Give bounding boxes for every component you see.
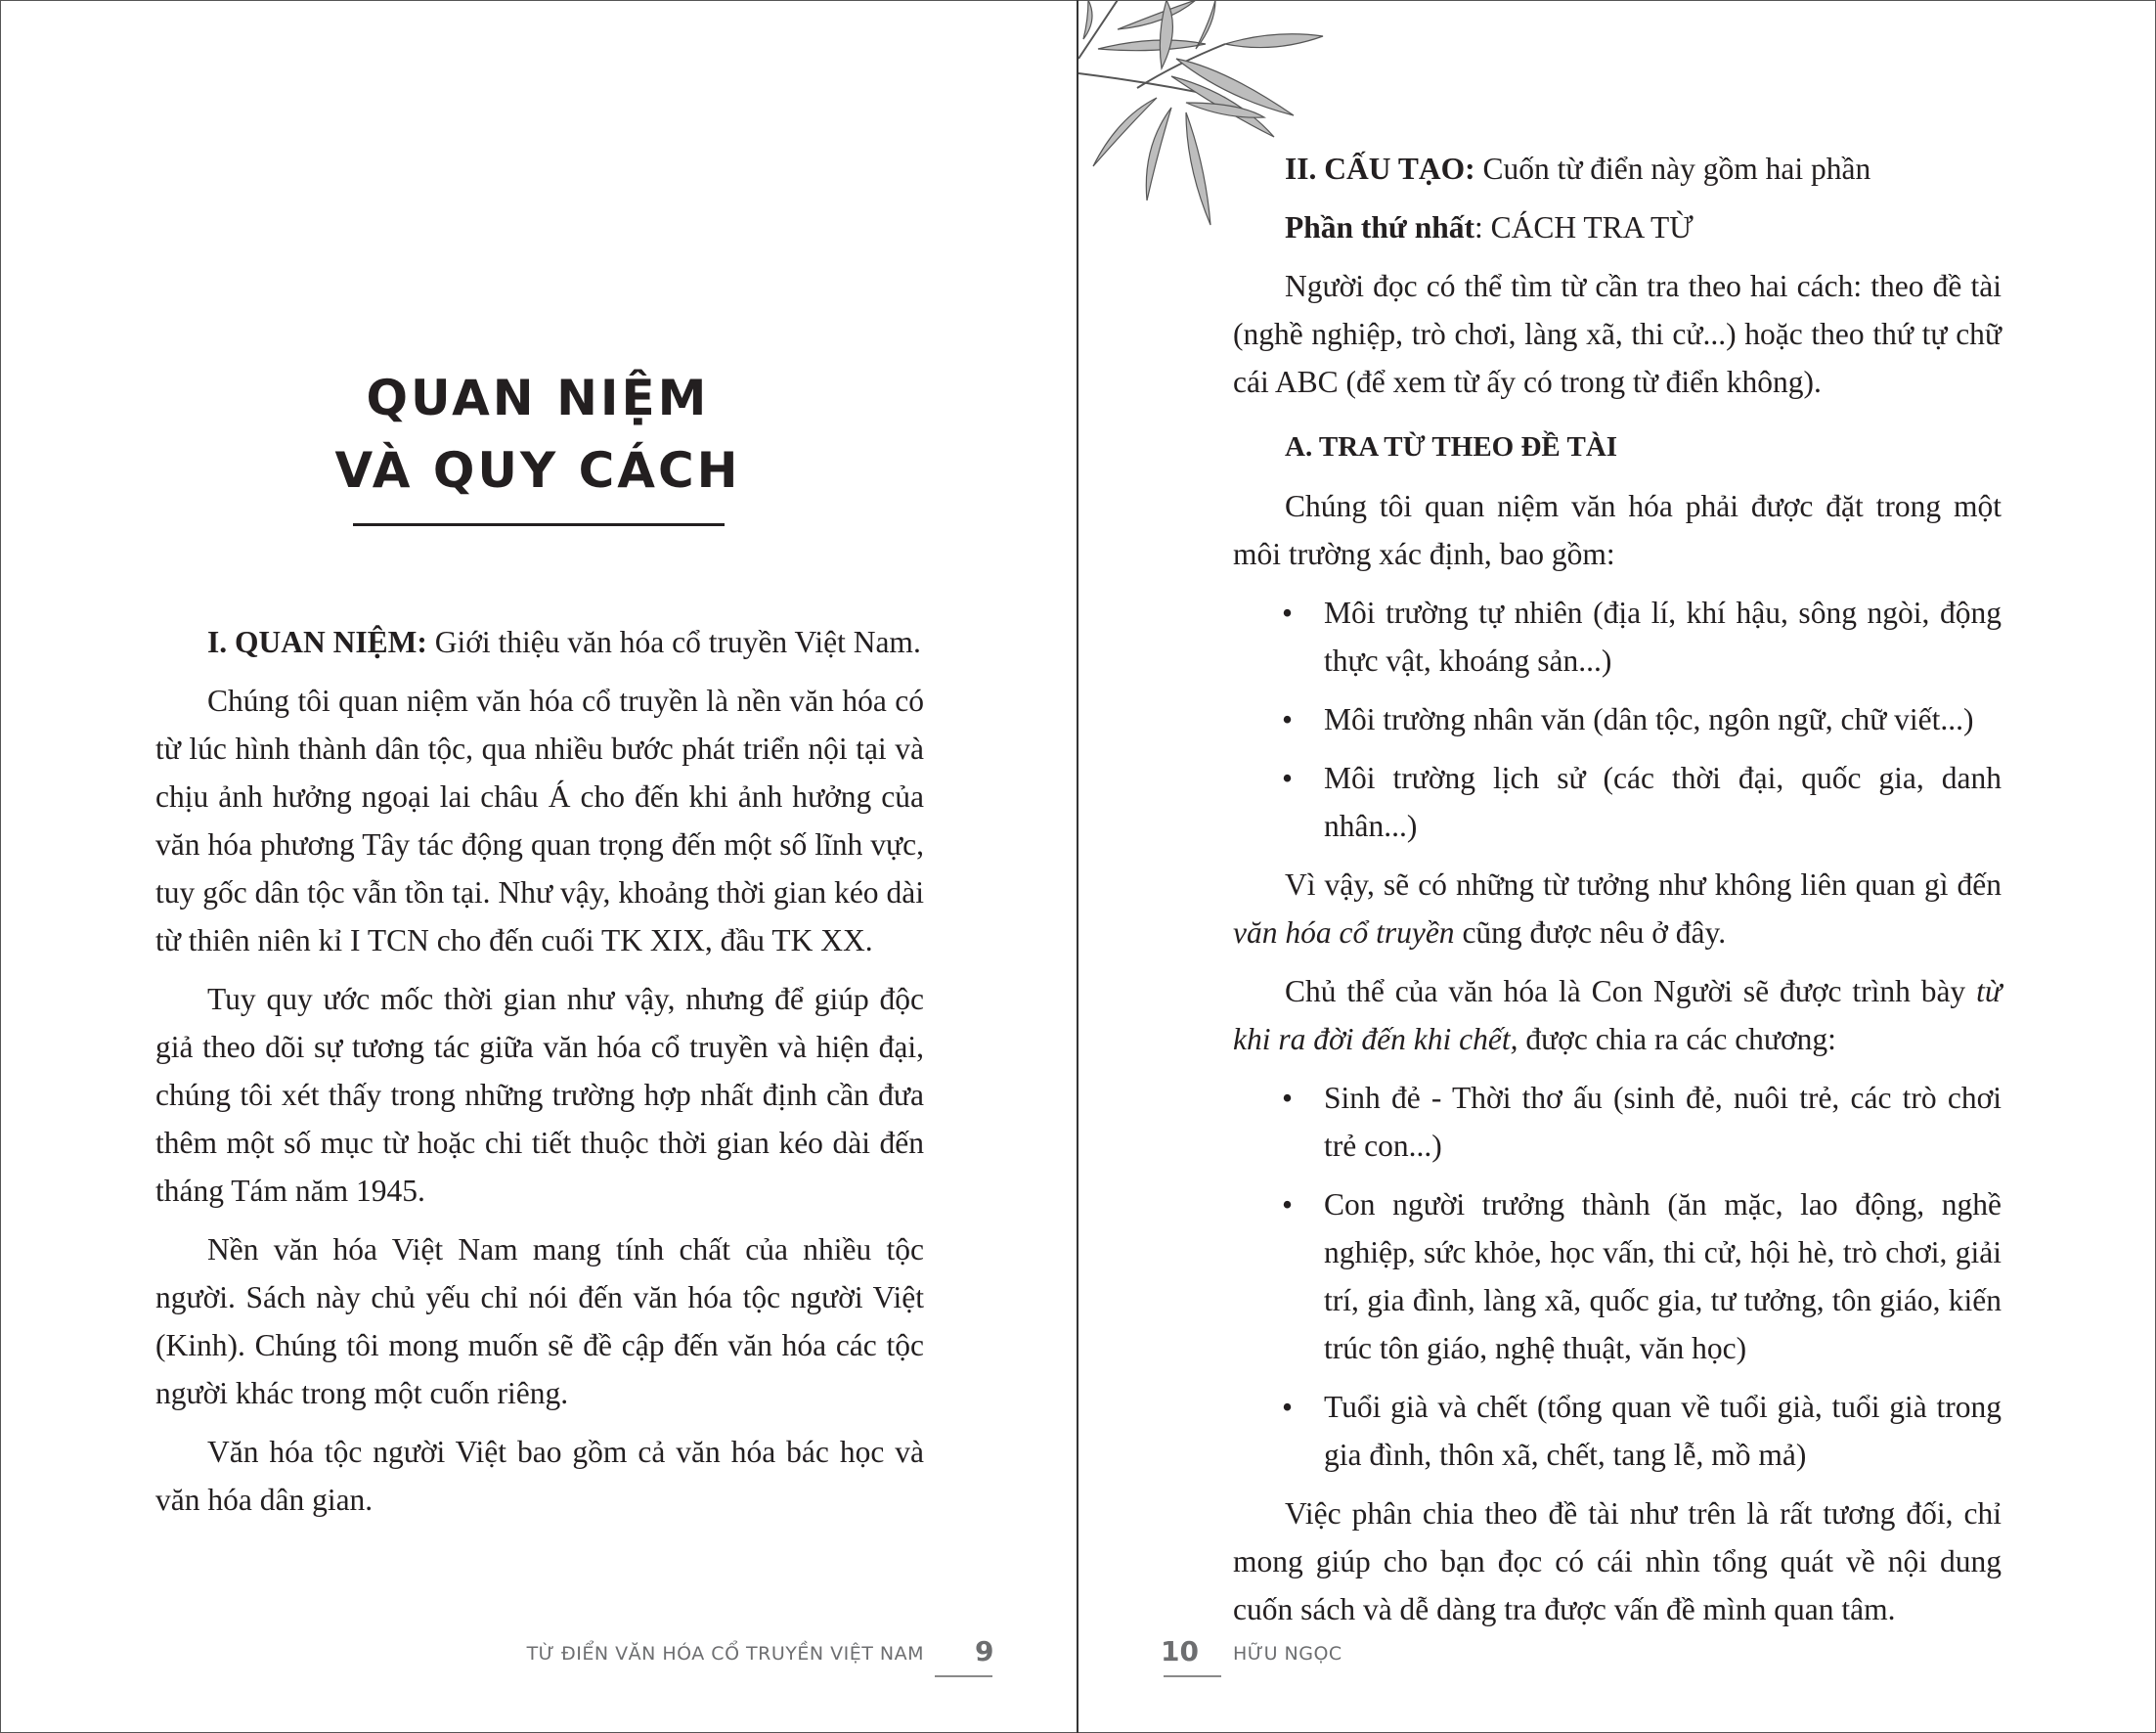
left-body-text (155, 618, 924, 1534)
paragraph (1233, 861, 2002, 956)
list-item-text: Môi trường nhân văn (dân tộc, ngôn ngữ, chữ viết...) (1324, 702, 1974, 736)
page-number-rule (1164, 1675, 1221, 1677)
bullet-icon: • (1282, 761, 1294, 795)
paragraph: Nền văn hóa Việt Nam mang tính chất của nhiều tộc người. Sách này chủ yếu chỉ nói đến văn hóa tộc người Việt (Kinh). Chúng tôi mong muốn sẽ đề cập đến văn hóa các tộc người khác trong một cuốn riêng. (155, 1232, 924, 1410)
bullet-icon: • (1282, 1390, 1294, 1424)
list-item-text: Môi trường tự nhiên (địa lí, khí hậu, sông ngòi, động thực vật, khoáng sản...) (1324, 596, 2002, 678)
list-item-text: Sinh đẻ - Thời thơ ấu (sinh đẻ, nuôi trẻ, các trò chơi trẻ con...) (1324, 1081, 2002, 1163)
bullet-icon: • (1282, 1187, 1294, 1222)
list-item-text: Con người trưởng thành (ăn mặc, lao động, nghề nghiệp, sức khỏe, học vấn, thi cử, hội hè, trò chơi, giải trí, gia đình, làng xã, quốc gia, tư tưởng, tôn giáo, kiến trúc tôn giáo, nghệ thuật, văn học) (1324, 1187, 2002, 1365)
environment-list (1233, 589, 2002, 850)
part-label: Phần thứ nhất (1285, 210, 1474, 244)
page-number-right: 10 (1161, 1635, 1199, 1667)
right-body-text (1233, 145, 2002, 1644)
chapter-title-line2: VÀ QUY CÁCH (334, 442, 741, 499)
text: Chủ thể của văn hóa là Con Người sẽ được trình bày (1285, 974, 1977, 1008)
paragraph: Tuy quy ước mốc thời gian như vậy, nhưng để giúp độc giả theo dõi sự tương tác giữa văn hóa cổ truyền và hiện đại, chúng tôi xét thấy trong những trường hợp nhất định cần đưa thêm một số mục từ hoặc chi tiết thuộc thời gian kéo dài đến tháng Tám năm 1945. (155, 982, 924, 1208)
subheading: A. TRA TỪ THEO ĐỀ TÀI (1285, 431, 1618, 463)
paragraph (1233, 967, 2002, 1063)
chapter-title (293, 362, 782, 507)
list-item (1233, 1074, 2002, 1170)
section-heading-text: Cuốn từ điển này gồm hai phần (1474, 152, 1871, 186)
italic-text: văn hóa cổ truyền (1233, 915, 1455, 950)
paragraph: Văn hóa tộc người Việt bao gồm cả văn hóa bác học và văn hóa dân gian. (155, 1435, 924, 1517)
bullet-icon: • (1282, 596, 1294, 630)
list-item-text: Tuổi già và chết (tổng quan về tuổi già, tuổi già trong gia đình, thôn xã, chết, tang lễ, mồ mả) (1324, 1390, 2002, 1472)
list-item (1233, 695, 2002, 743)
list-item-text: Môi trường lịch sử (các thời đại, quốc gia, danh nhân...) (1324, 761, 2002, 843)
chapter-list (1233, 1074, 2002, 1479)
section-heading (155, 618, 924, 666)
section-heading-label: II. CẤU TẠO: (1285, 152, 1475, 186)
book-spine-divider (1077, 0, 1078, 1733)
list-item (1233, 589, 2002, 685)
section-heading-label: I. QUAN NIỆM: (207, 625, 427, 659)
paragraph: Việc phân chia theo đề tài như trên là rất tương đối, chỉ mong giúp cho bạn đọc có cái nhìn tổng quát về nội dung cuốn sách và dễ dàng tra được vấn đề mình quan tâm. (1233, 1496, 2002, 1626)
chapter-title-line1: QUAN NIỆM (366, 370, 710, 426)
paragraph: Người đọc có thể tìm từ cần tra theo hai cách: theo đề tài (nghề nghiệp, trò chơi, làng xã, thi cử...) hoặc theo thứ tự chữ cái ABC (để xem từ ấy có trong từ điển không). (1233, 269, 2002, 399)
paragraph: Chúng tôi quan niệm văn hóa cổ truyền là nền văn hóa có từ lúc hình thành dân tộc, qua nhiều bước phát triển nội tại và chịu ảnh hưởng ngoại lai châu Á cho đến khi ảnh hưởng của văn hóa phương Tây tác động quan trọng đến một số lĩnh vực, tuy gốc dân tộc vẫn tồn tại. Như vậy, khoảng thời gian kéo dài từ thiên niên kỉ I TCN cho đến cuối TK XIX, đầu TK XX. (155, 684, 924, 957)
page-number-rule (935, 1675, 992, 1677)
list-item (1233, 1383, 2002, 1479)
text: được chia ra các chương: (1518, 1022, 1836, 1056)
part-title: : CÁCH TRA TỪ (1474, 210, 1694, 244)
list-item (1233, 754, 2002, 850)
running-footer-author: HỮU NGỌC (1233, 1643, 1342, 1665)
list-item (1233, 1180, 2002, 1372)
bullet-icon: • (1282, 1081, 1294, 1115)
running-footer-title: TỪ ĐIỂN VĂN HÓA CỔ TRUYỀN VIỆT NAM (526, 1643, 924, 1665)
section-heading-text: Giới thiệu văn hóa cổ truyền Việt Nam. (426, 625, 921, 659)
title-underline (353, 523, 725, 526)
italic-text: từ khi ra đời đến khi chết, (1233, 974, 2002, 1056)
page-number-left: 9 (975, 1635, 994, 1667)
part-heading (1233, 203, 2002, 251)
bullet-icon: • (1282, 702, 1294, 736)
section-heading (1233, 145, 2002, 193)
paragraph: Chúng tôi quan niệm văn hóa phải được đặt trong một môi trường xác định, bao gồm: (1233, 489, 2002, 571)
text: Vì vậy, sẽ có những từ tưởng như không liên quan gì đến (1285, 867, 2002, 902)
text: cũng được nêu ở đây. (1454, 915, 1727, 950)
